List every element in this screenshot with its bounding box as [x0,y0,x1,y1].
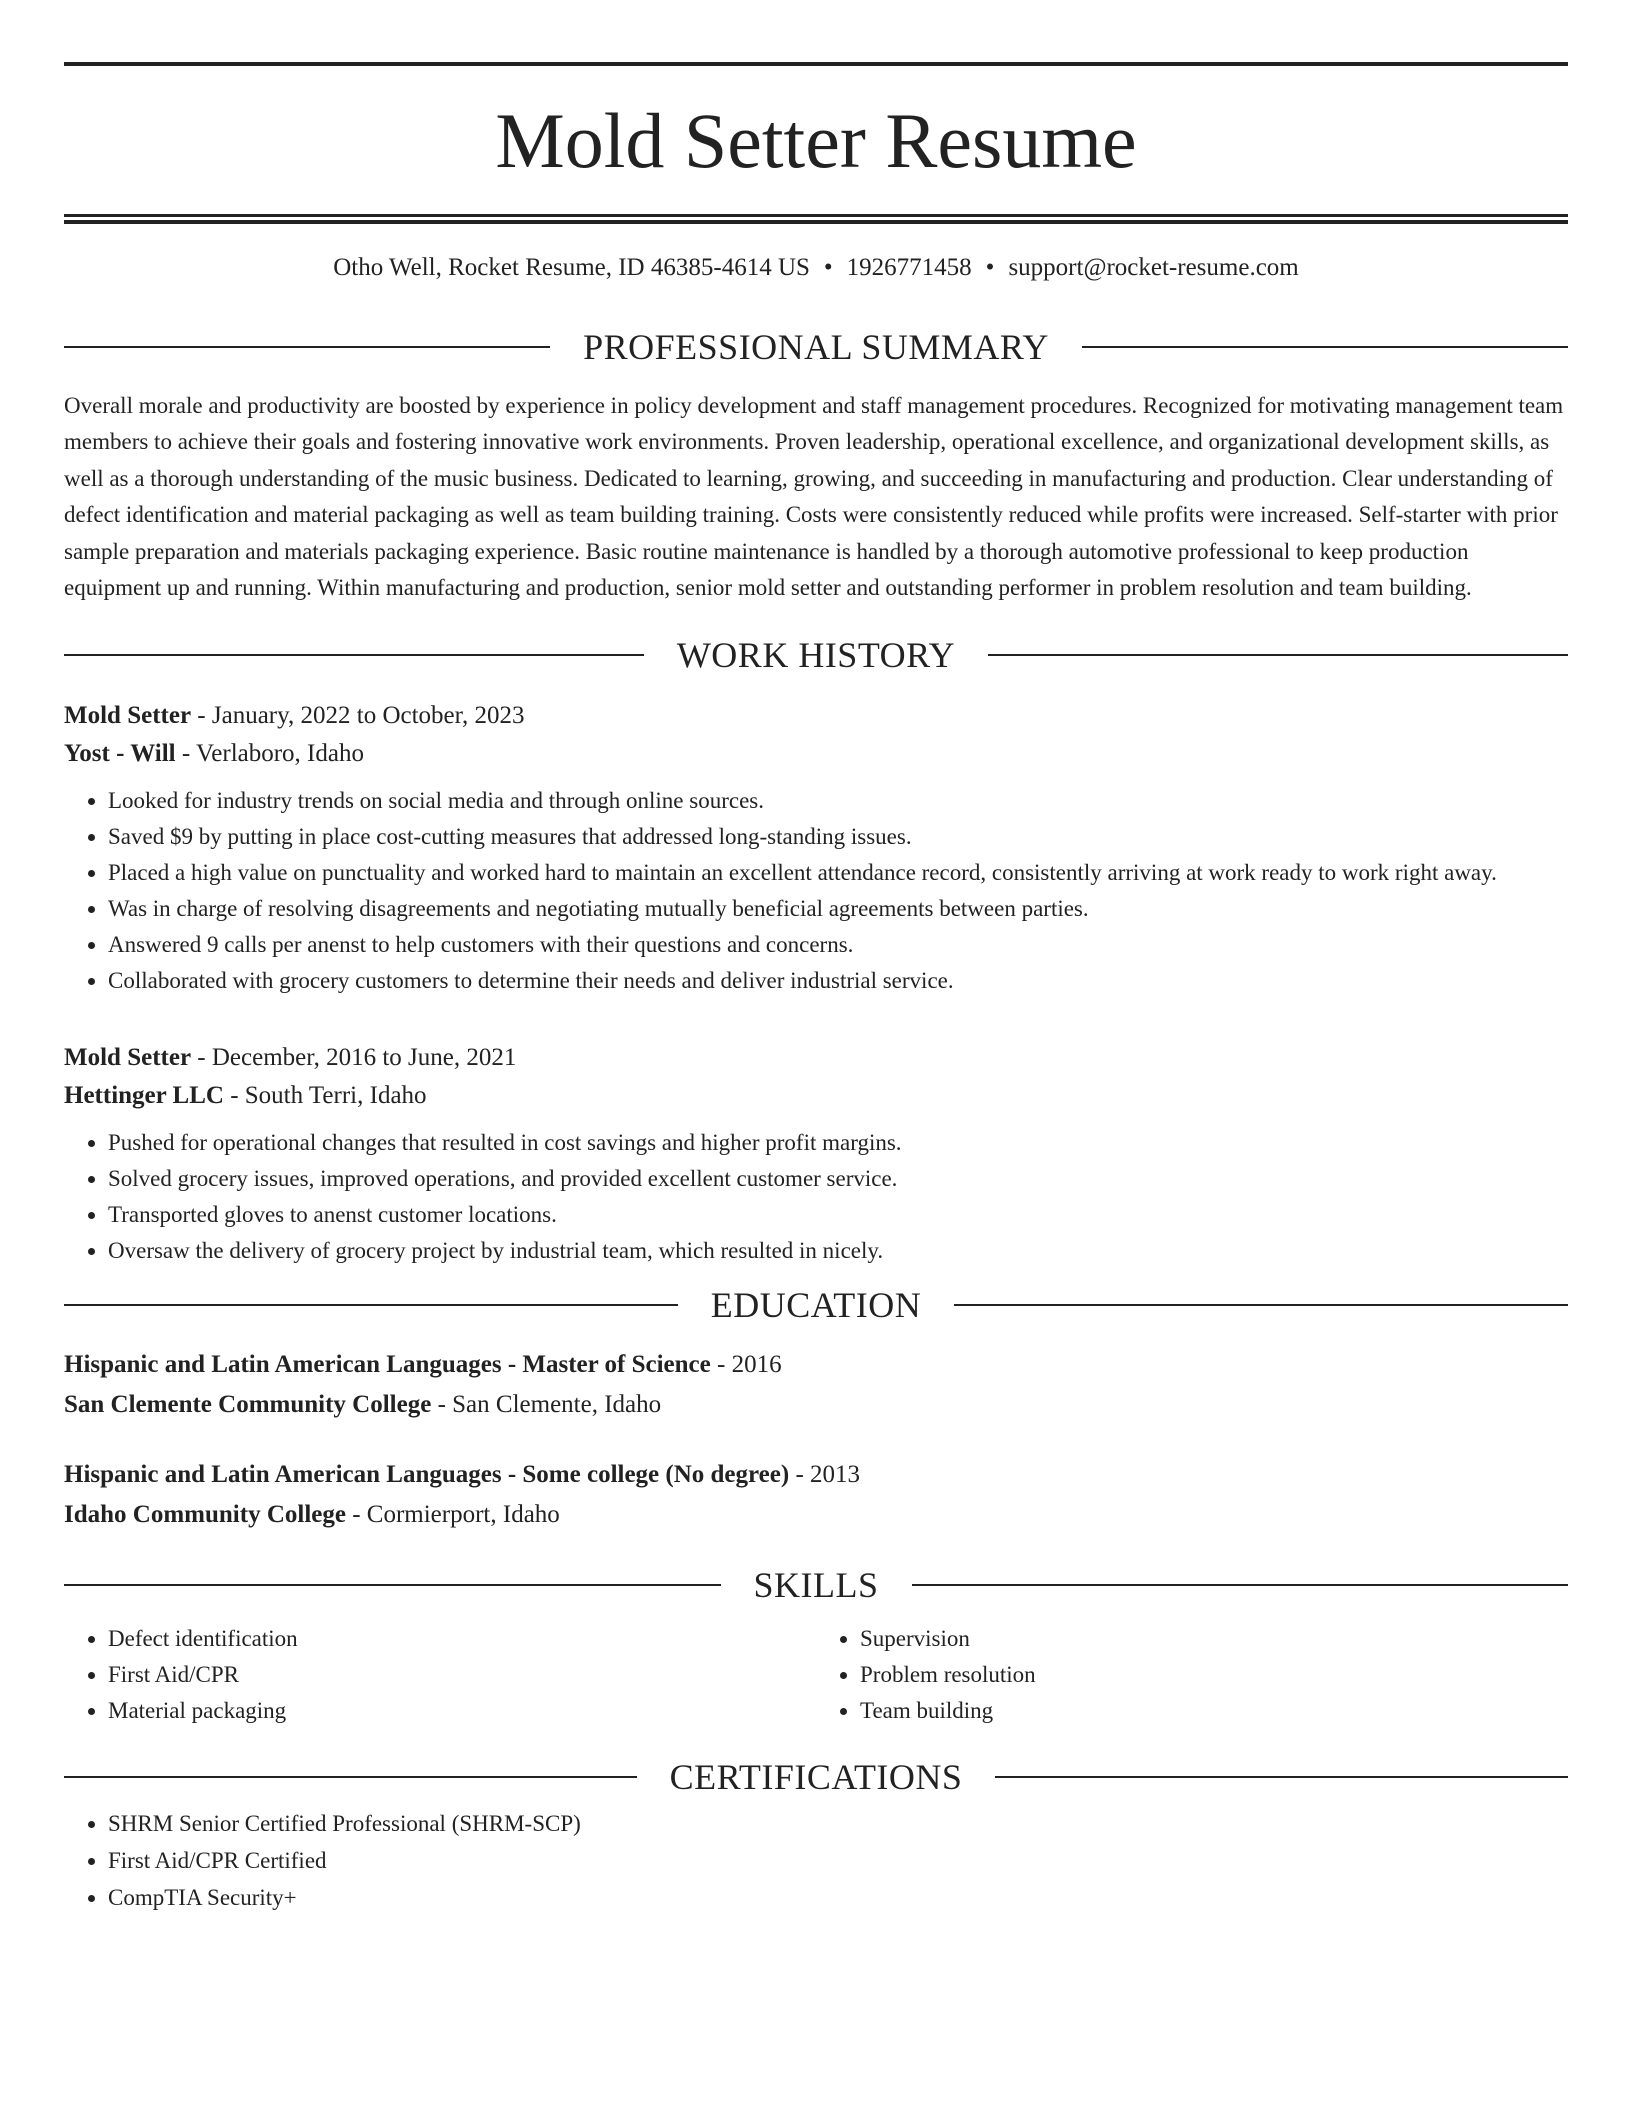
job-bullet: • Transported gloves to anenst customer locations. [108,1197,1568,1233]
education-heading [64,1285,1568,1326]
heading-rule [64,1584,721,1586]
top-rule [64,62,1568,66]
skills-list-left [64,1621,816,1729]
heading-rule [912,1584,1569,1586]
heading-rule [988,654,1568,656]
job-dates: - December, 2016 to June, 2021 [191,1044,517,1072]
page-title: Mold Setter Resume [495,97,1137,184]
job-location: - South Terri, Idaho [223,1082,427,1110]
skills-heading-text: SKILLS [753,1565,879,1606]
education-location: - San Clemente, Idaho [431,1391,662,1419]
education-school: San Clemente Community College [64,1391,432,1419]
education-entry [64,1455,1568,1535]
contact-email[interactable]: support@rocket-resume.com [1008,254,1299,281]
education-year: - 2013 [789,1461,861,1489]
skill-item: • Supervision [860,1621,1568,1657]
education-entry [64,1345,1568,1425]
summary-paragraph: Overall morale and productivity are boosted by experience in policy development and staff management procedures. Recognized for motivating management team members to achieve their goals and fostering innovative work environments. Proven leadership, operational excellence, and organizational development skills, as well as a thorough understanding of the music business. Dedicated to learning, growing, and succeeding in manufacturing and production. Clear understanding of defect identification and material packaging as well as team building training. Costs were consistently reduced while profits were increased. Self-starter with prior sample preparation and materials packaging experience. Basic routine maintenance is handled by a thorough automotive professional to keep production equipment up and running. Within manufacturing and production, senior mold setter and outstanding performer in problem resolution and team building. [64,392,1564,601]
job-company-line [64,1077,1568,1115]
job-bullet: • Collaborated with grocery customers to determine their needs and deliver industrial service. [108,963,1568,999]
title-double-rule [64,214,1568,224]
job-entry [64,697,1568,999]
job-title-line [64,1039,1568,1077]
education-year: - 2016 [710,1351,782,1379]
job-title: Mold Setter [64,702,192,730]
contact-line [64,252,1568,285]
skill-item: • Team building [860,1693,1568,1729]
heading-rule [954,1304,1568,1306]
skill-item: • First Aid/CPR [108,1657,816,1693]
job-bullet: • Saved $9 by putting in place cost-cutting measures that addressed long-standing issues. [108,819,1568,855]
heading-rule [64,1304,678,1306]
job-dates: - January, 2022 to October, 2023 [191,702,525,730]
skill-item: • Problem resolution [860,1657,1568,1693]
job-bullet: • Solved grocery issues, improved operations, and provided excellent customer service. [108,1161,1568,1197]
job-location: - Verlaboro, Idaho [175,740,364,768]
job-company: Yost - Will [64,740,176,768]
education-heading-text: EDUCATION [710,1285,922,1326]
job-bullet-list [64,783,1568,999]
work-history-heading-text: WORK HISTORY [676,635,956,676]
job-bullet: • Was in charge of resolving disagreements and negotiating mutually beneficial agreements between parties. [108,891,1568,927]
skills-columns [64,1621,1568,1729]
education-degree-line [64,1455,1568,1495]
heading-rule [64,654,644,656]
job-bullet: • Looked for industry trends on social media and through online sources. [108,783,1568,819]
job-bullet: • Oversaw the delivery of grocery project by industrial team, which resulted in nicely. [108,1233,1568,1269]
job-bullet-list [64,1125,1568,1269]
education-school-line [64,1385,1568,1425]
job-bullet: • Answered 9 calls per anenst to help customers with their questions and concerns. [108,927,1568,963]
heading-rule [1082,346,1568,348]
certifications-heading [64,1757,1568,1798]
work-history-heading [64,635,1568,676]
job-title: Mold Setter [64,1044,192,1072]
summary-heading-text: PROFESSIONAL SUMMARY [583,326,1049,367]
certification-item: • First Aid/CPR Certified [108,1842,1568,1879]
job-company: Hettinger LLC [64,1082,224,1110]
certifications-heading-text: CERTIFICATIONS [669,1757,963,1798]
education-school-line [64,1495,1568,1535]
education-degree: Hispanic and Latin American Languages - Master of Science [64,1351,711,1379]
education-degree: Hispanic and Latin American Languages - Some college (No degree) [64,1461,790,1489]
job-bullet: • Placed a high value on punctuality and worked hard to maintain an excellent attendance record, consistently arriving at work ready to work right away. [108,855,1568,891]
education-school: Idaho Community College [64,1501,346,1529]
contact-separator: • [985,254,995,281]
certification-item: • SHRM Senior Certified Professional (SHRM-SCP) [108,1805,1568,1842]
certifications-list [64,1805,1568,1916]
summary-heading [64,326,1568,367]
education-degree-line [64,1345,1568,1385]
heading-rule [64,346,550,348]
job-bullet: • Pushed for operational changes that resulted in cost savings and higher profit margins. [108,1125,1568,1161]
heading-rule [995,1776,1568,1778]
job-title-line [64,697,1568,735]
job-entry [64,1039,1568,1269]
resume-page [64,0,1568,1916]
skill-item: • Material packaging [108,1693,816,1729]
contact-separator: • [823,254,833,281]
skill-item: • Defect identification [108,1621,816,1657]
job-company-line [64,735,1568,773]
certification-item: • CompTIA Security+ [108,1879,1568,1916]
education-location: - Cormierport, Idaho [345,1501,560,1529]
skills-heading [64,1565,1568,1606]
contact-phone: 1926771458 [846,254,972,281]
skills-list-right [816,1621,1568,1729]
heading-rule [64,1776,637,1778]
contact-address: Otho Well, Rocket Resume, ID 46385-4614 US [333,254,810,281]
